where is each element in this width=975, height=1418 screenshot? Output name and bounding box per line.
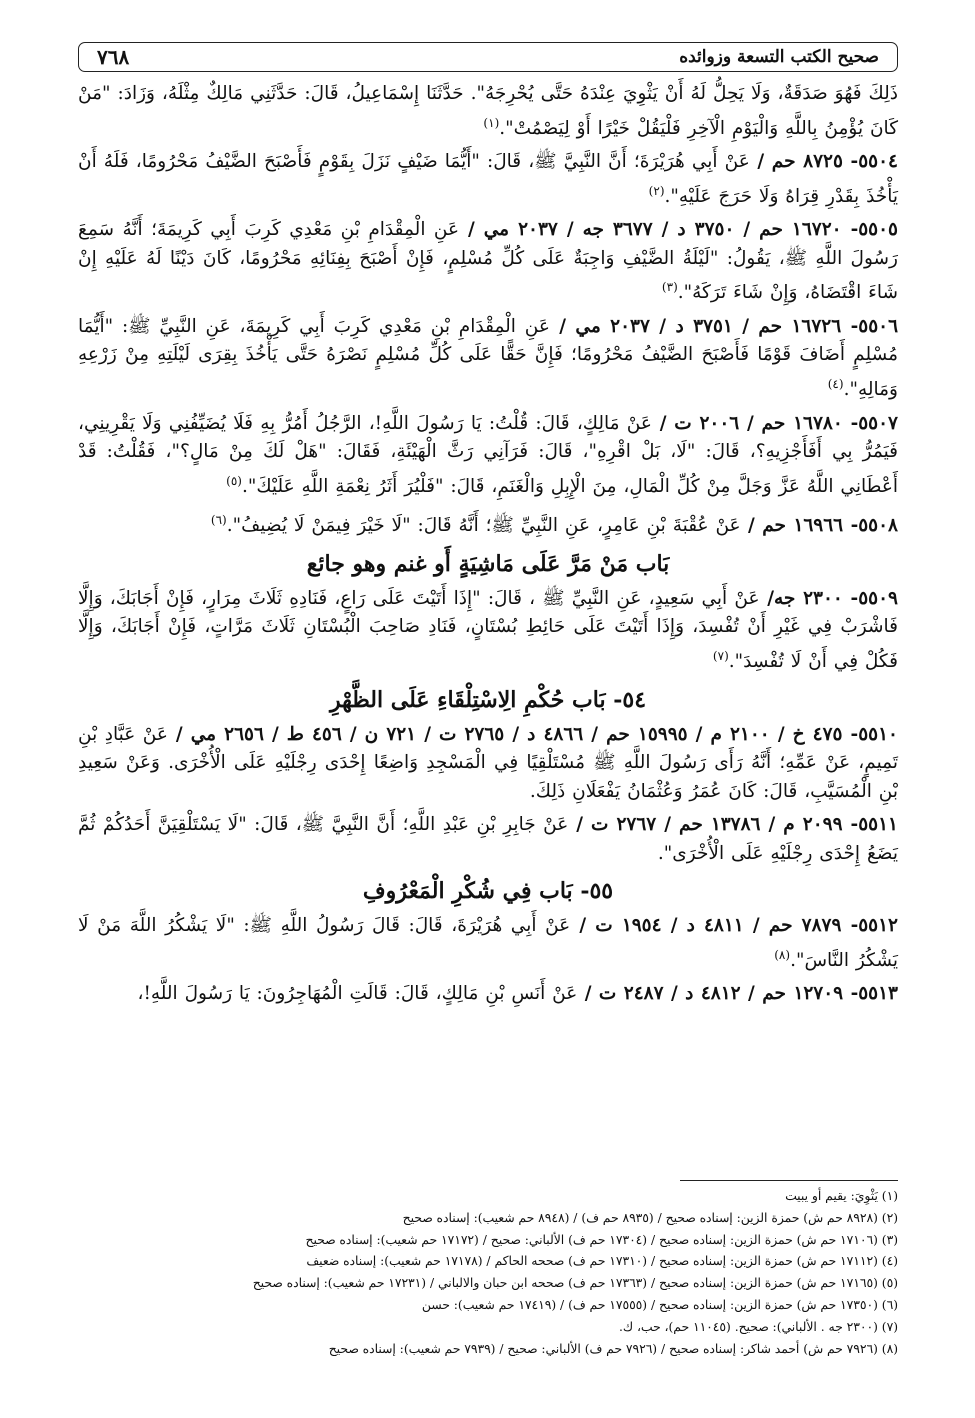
footnote-marker: (٤) (827, 376, 844, 391)
hadith-text: ذَلِكَ فَهُوَ صَدَقَةٌ، وَلَا يَحِلُّ لَهُ أَنْ يَثْوِيَ عِنْدَهُ حَتَّى يُحْرِجَهُ". حَدَّثَنَا إِسْمَاعِيلُ، قَالَ: حَدَّثَنِي مَالِكٌ مِثْلَهُ، وَزَادَ: "مَنْ كَانَ يُؤْمِنُ بِاللَّهِ وَالْيَوْمِ الْآخِرِ فَلْيَقُلْ خَيْرًا أَوْ لِيَصْمُتْ". (78, 83, 898, 139)
footnote-marker: (٨) (774, 947, 791, 962)
hadith-text: عَنْ أَبِي هُرَيْرَةَ، قَالَ: قَالَ رَسُولُ اللَّهِ ﷺ: "لَا يَشْكُرُ اللَّهَ مَنْ لَا يَشْكُرُ النَّاسَ". (78, 915, 898, 971)
page-number: ٧٦٨ (97, 45, 130, 69)
hadith-paragraph (78, 148, 898, 211)
hadith-number: ٥٥٠٦- ١٦٧٢٦ حم / ٣٧٥١ د / ٢٠٣٧ مي / (549, 315, 899, 337)
hadith-number: ٥٥١٢- ٧٨٧٩ حم / ٤٨١١ د / ١٩٥٤ ت / (570, 915, 898, 937)
footnote-marker: (٢) (648, 183, 665, 198)
hadith-text: عَنْ جَابِرِ بْنِ عَبْدِ اللَّهِ؛ أَنَّ النَّبِيَّ ﷺ، قَالَ: "لَا يَسْتَلْقِيَنَّ أَحَدُكُمْ ثُمَّ يَضَعُ إِحْدَى رِجْلَيْهِ عَلَى الْأُخْرَى". (78, 814, 898, 864)
footnote-line: (٨) (٧٩٢٦ حم ش) أحمد شاكر: إسناده صحيح / (٧٩٢٦ حم ف) الألباني: صحيح / (٧٩٣٩ حم شعيب): إسناده صحيح (328, 1341, 898, 1356)
hadith-number: ٥٥٠٥- ١٦٧٢٠ حم / ٣٧٥٠ د / ٣٦٧٧ جه / ٢٠٣٧ مي / (459, 219, 898, 241)
hadith-text: عَنِ الْمِقْدَامِ بْنِ مَعْدِي كَرِبَ أَبِي كَرِيمَةَ، عَنِ النَّبِيِّ ﷺ: "أَيُّمَا مُسْلِمٍ أَضَافَ قَوْمًا فَأَصْبَحَ الضَّيْفُ مَحْرُومًا؛ فَإِنَّ حَقًّا عَلَى كُلِّ مُسْلِمٍ نَصْرَهُ حَتَّى يَأْخُذَ بِقِرَى لَيْلَتِهِ مِنْ زَرْعِهِ وَمَالِهِ". (78, 315, 898, 401)
hadith-number: ٥٥٠٤- ٨٧٢٥ حم / (749, 151, 898, 173)
footnote-separator (680, 1180, 898, 1181)
hadith-paragraph (78, 912, 898, 975)
chapter-heading: ٥٥- بَاب فِي شُكْرِ الْمَعْرُوفِ (362, 878, 614, 905)
hadith-paragraph (78, 506, 898, 541)
hadith-paragraph (78, 216, 898, 308)
book-title: صحيح الكتب التسعة وزوائده (679, 47, 879, 67)
chapter-heading: بَاب مَنْ مَرَّ عَلَى مَاشِيَةٍ أَو غنم وهو جائع (306, 550, 670, 577)
footnote-line: (١) يَثْوِيَ: يقيم أو يبيت (785, 1189, 898, 1203)
footnotes (78, 1186, 898, 1360)
hadith-paragraph (78, 721, 898, 807)
hadith-number: ٥٥١١- ٢٠٩٩ م / ١٣٧٨٦ حم / ٢٧٦٧ ت / (568, 814, 898, 836)
hadith-number: ٥٥٠٨- ١٦٩٦٦ حم / (740, 515, 898, 537)
hadith-paragraph (78, 585, 898, 677)
hadith-number: ٥٥٠٩- ٢٣٠٠ جه/ (759, 587, 898, 609)
hadith-text: عَنْ أَبِي هُرَيْرَةَ؛ أَنَّ النَّبِيَّ ﷺ، قَالَ: "أَيُّمَا ضَيْفٍ نَزَلَ بِقَوْمٍ فَأَصْبَحَ الضَّيْفُ مَحْرُومًا، فَلَهُ أَنْ يَأْخُذَ بِقَدْرِ قِرَاهُ وَلَا حَرَجَ عَلَيْهِ". (78, 151, 898, 207)
footnote-line: (٣) (١٧١٠٦ حم ش) حمزة الزين: إسناده صحيح / (١٧٣٠٤ حم ف) الألباني: صحيح / (١٧١٧٢ حم شعيب): إسناده صحيح (305, 1232, 898, 1247)
footnote-marker: (٧) (712, 648, 729, 663)
hadith-number: ٥٥١٣- ١٢٧٠٩ حم / ٤٨١٢ د / ٢٤٨٧ ت / (577, 983, 898, 1005)
footnote-line: (٤) (١٧١١٢ حم ش) حمزة الزين: إسناده صحيح / (١٧٣١٠ حم ف) صححه الحاكم / (١٧١٧٨ حم شعيب): إسناده ضعيف (306, 1254, 898, 1269)
footnote-marker: (٥) (226, 473, 242, 488)
hadith-paragraph (78, 811, 898, 868)
footnote-line: (٧) (٢٣٠٠ جه . الألباني): صحيح. (١١٠٤٥ حم)، حب، ك. (619, 1319, 898, 1334)
hadith-paragraph (78, 410, 898, 502)
footnote-line: (٥) (١٧١٦٥ حم ش) حمزة الزين: إسناده صحيح / (١٧٣٦٣ حم ف) صححه ابن حبان والالباني / (١٧٢٣١ حم شعيب): إسناده صحيح (252, 1276, 898, 1291)
hadith-text: عَنْ مَالِكٍ، قَالَ: قُلْتُ: يَا رَسُولَ اللَّهِ!، الرَّجُلُ أَمُرُّ بِهِ فَلَا يُضَيِّفُنِي وَلَا يَقْرِينِي، فَيَمُرُّ بِي أَفَأَجْزِيهِ؟، قَالَ: "لَا، بَلْ اقْرِهِ"، قَالَ: فَرَآنِي رَثَّ الْهَيْئَةِ، فَقَالَ: "هَلْ لَكَ مِنْ مَالٍ؟"، فَقُلْتُ: قَدْ أَعْطَانِي اللَّهُ عَزَّ وَجَلَّ مِنْ كُلِّ الْمَالِ، مِنَ الْإِبِلِ وَالْغَنَمِ، قَالَ: "فَلْيُرَ أَثَرُ نِعْمَةِ اللَّهِ عَلَيْكَ". (78, 412, 898, 497)
footnote-line: (٦) (١٧٣٥٠ حم ش) حمزة الزين: إسناده صحيح / (١٧٥٥٥ حم ف) / (١٧٤١٩ حم شعيب): حسن (421, 1297, 898, 1312)
hadith-number: ٥٥١٠- ٤٧٥ خ / ٢١٠٠ م / ١٥٩٩٥ حم / ٤٨٦٦ د / ٢٧٦٥ ت / ٧٢١ ن / ٤٥٦ ط / ٢٦٥٦ مي / (167, 723, 898, 745)
hadith-paragraph (78, 313, 898, 405)
hadith-text: عَنْ أَبِي سَعِيدٍ، عَنِ النَّبِيِّ ﷺ ، قَالَ: "إِذَا أَتَيْتَ عَلَى رَاعٍ، فَنَادِهِ ثَلَاثَ مِرَارٍ، فَإِنْ أَجَابَكَ، وَإِلَّا فَاشْرَبْ فِي غَيْرِ أَنْ تُفْسِدَ، وَإِذَا أَتَيْتَ عَلَى حَائِطِ بُسْتَانٍ، فَنَادِ صَاحِبَ الْبُسْتَانِ ثَلَاثَ مَرَّاتٍ، فَإِنْ أَجَابَكَ، وَإِلَّا فَكُلْ فِي أَنْ لَا تُفْسِدَ". (78, 587, 898, 673)
page-header (78, 42, 898, 72)
hadith-text: عَنْ عَبَّادِ بْنِ تَمِيمٍ، عَنْ عَمِّهِ؛ أَنَّهُ رَأَى رَسُولَ اللَّهِ ﷺ مُسْتَلْقِيًا فِي الْمَسْجِدِ وَاضِعًا إِحْدَى رِجْلَيْهِ عَلَى الْأُخْرَى. وَعَنْ سَعِيدِ بْنِ الْمُسَيَّبِ، قَالَ: كَانَ عُمَرُ وَعُثْمَانُ يَفْعَلَانِ ذَلِكَ. (78, 723, 898, 802)
hadith-text: عَنِ الْمِقْدَامِ بْنِ مَعْدِي كَرِبَ أَبِي كَرِيمَةَ؛ أَنَّهُ سَمِعَ رَسُولَ اللَّهِ ﷺ، يَقُولُ: "لَيْلَةُ الضَّيْفِ وَاجِبَةٌ عَلَى كُلِّ مُسْلِمٍ، فَإِنْ أَصْبَحَ بِفِنَائِهِ مَحْرُومًا، كَانَ دَيْنًا لَهُ عَلَيْهِ إِنْ شَاءَ اقْتَضَاهُ، وَإِنْ شَاءَ تَرَكَهُ". (78, 219, 898, 304)
page-body (78, 80, 898, 1014)
hadith-text: عَنْ أَنَسِ بْنِ مَالِكٍ، قَالَ: قَالَتِ الْمُهَاجِرُونَ: يَا رَسُولَ اللَّهِ!، (137, 983, 578, 1005)
footnote-marker: (٦) (210, 513, 227, 528)
hadith-paragraph (78, 980, 898, 1009)
hadith-text: عَنْ عُقْبَةَ بْنِ عَامِرٍ، عَنِ النَّبِيِّ ﷺ؛ أَنَّهُ قَالَ: "لَا خَيْرَ فِيمَنْ لَا يُضِيفُ". (226, 515, 741, 537)
footnote-line: (٢) (٨٩٢٨ حم ش) حمزة الزين: إسناده صحيح / (٨٩٣٥ حم ف) / (٨٩٤٨ حم شعيب): إسناده صحيح (402, 1210, 898, 1225)
hadith-number: ٥٥٠٧- ١٦٧٨٠ حم / ٢٠٠٦ ت / (651, 412, 898, 434)
footnote-marker: (١) (483, 115, 500, 130)
footnote-marker: (٣) (661, 280, 678, 295)
chapter-heading: ٥٤- بَاب حُكْمِ الِاسْتِلْقَاءِ عَلَى الظَّهْرِ (329, 686, 647, 713)
hadith-paragraph (78, 80, 898, 143)
